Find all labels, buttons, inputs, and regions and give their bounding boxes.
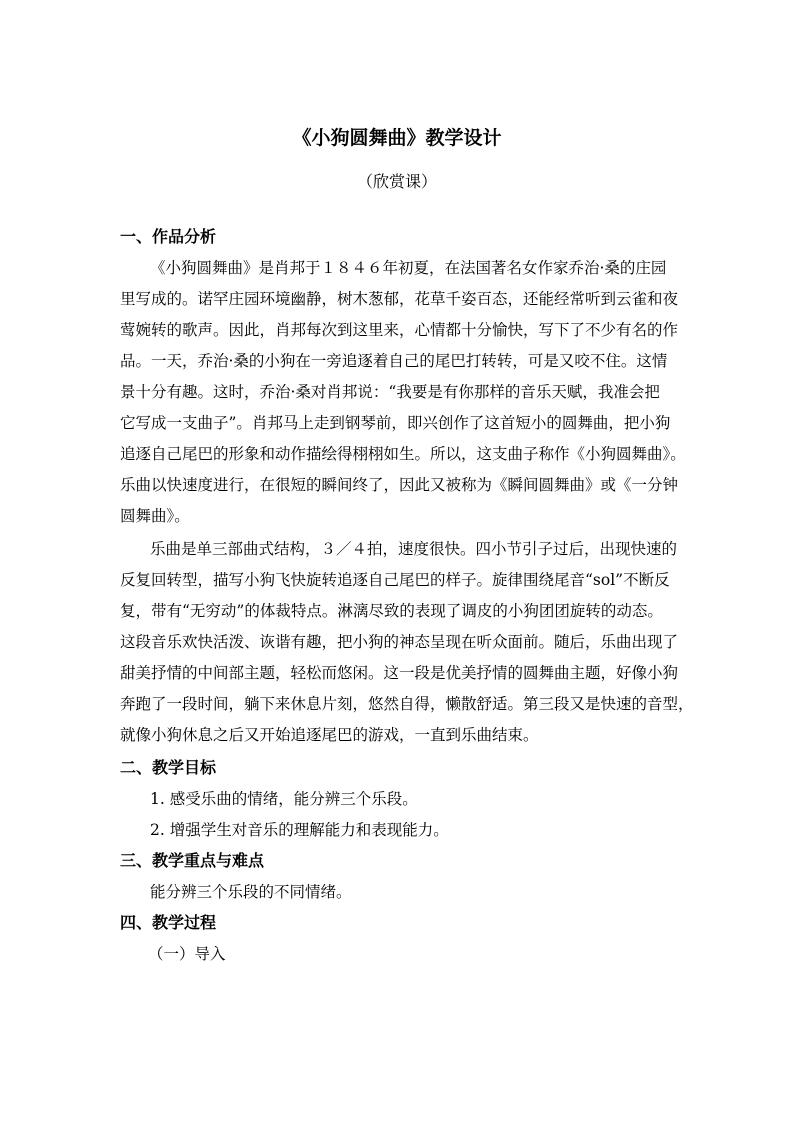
- paragraph-line: 圆舞曲》。: [120, 507, 190, 525]
- paragraph-line: 奔跑了一段时间，躺下来休息片刻，悠然自得，懒散舒适。第三段又是快速的音型，: [120, 695, 694, 713]
- list-item: 2. 增强学生对音乐的理解能力和表现能力。: [150, 821, 449, 839]
- subsection-heading: （一）导入: [148, 945, 226, 963]
- list-item: 1. 感受乐曲的情绪，能分辨三个乐段。: [150, 790, 418, 808]
- paragraph-line: 就像小狗休息之后又开始追逐尾巴的游戏，一直到乐曲结束。: [120, 726, 539, 744]
- paragraph-line: 它写成一支曲子”。肖邦马上走到钢琴前，即兴创作了这首短小的圆舞曲，把小狗: [120, 414, 671, 432]
- paragraph-line: 《小狗圆舞曲》是肖邦于１８４６年初夏，在法国著名女作家乔治·桑的庄园: [150, 259, 667, 277]
- section-heading-analysis: 一、作品分析: [120, 227, 217, 246]
- paragraph-line: 反复回转型，描写小狗飞快旋转追逐自己尾巴的样子。旋律围绕尾音“sol”不断反: [120, 571, 670, 589]
- paragraph-line: 追逐自己尾巴的形象和动作描绘得栩栩如生。所以，这支曲子称作《小狗圆舞曲》。: [120, 445, 686, 463]
- paragraph-line: 复，带有“无穷动”的体裁特点。淋漓尽致的表现了调皮的小狗团团旋转的动态。: [120, 602, 663, 620]
- paragraph-line: 品。一天，乔治·桑的小狗在一旁追逐着自己的尾巴打转转，可是又咬不住。这情: [120, 352, 668, 370]
- paragraph-line: 乐曲是单三部曲式结构，３／４拍，速度很快。四小节引子过后，出现快速的: [150, 540, 678, 558]
- paragraph-line: 景十分有趣。这时，乔治·桑对肖邦说：“我要是有你那样的音乐天赋，我准会把: [120, 383, 660, 401]
- paragraph-line: 这段音乐欢快活泼、诙谐有趣，把小狗的神态呈现在听众面前。随后，乐曲出现了: [120, 633, 679, 651]
- section-heading-process: 四、教学过程: [120, 913, 217, 932]
- paragraph-line: 甜美抒情的中间部主题，轻松而悠闲。这一段是优美抒情的圆舞曲主题，好像小狗: [120, 664, 679, 682]
- paragraph-line: 能分辨三个乐段的不同情绪。: [150, 883, 352, 901]
- paragraph-line: 莺婉转的歌声。因此，肖邦每次到这里来，心情都十分愉快，写下了不少有名的作: [120, 321, 679, 339]
- page-title: 《小狗圆舞曲》教学设计: [292, 127, 502, 149]
- page-subtitle: （欣赏课）: [356, 172, 437, 191]
- paragraph-line: 乐曲以快速度进行，在很短的瞬间终了，因此又被称为《瞬间圆舞曲》或《一分钟: [120, 476, 679, 494]
- paragraph-line: 里写成的。诺罕庄园环境幽静，树木葱郁，花草千姿百态，还能经常听到云雀和夜: [120, 290, 679, 308]
- section-heading-objectives: 二、教学目标: [120, 758, 217, 777]
- section-heading-key-points: 三、教学重点与难点: [120, 851, 265, 870]
